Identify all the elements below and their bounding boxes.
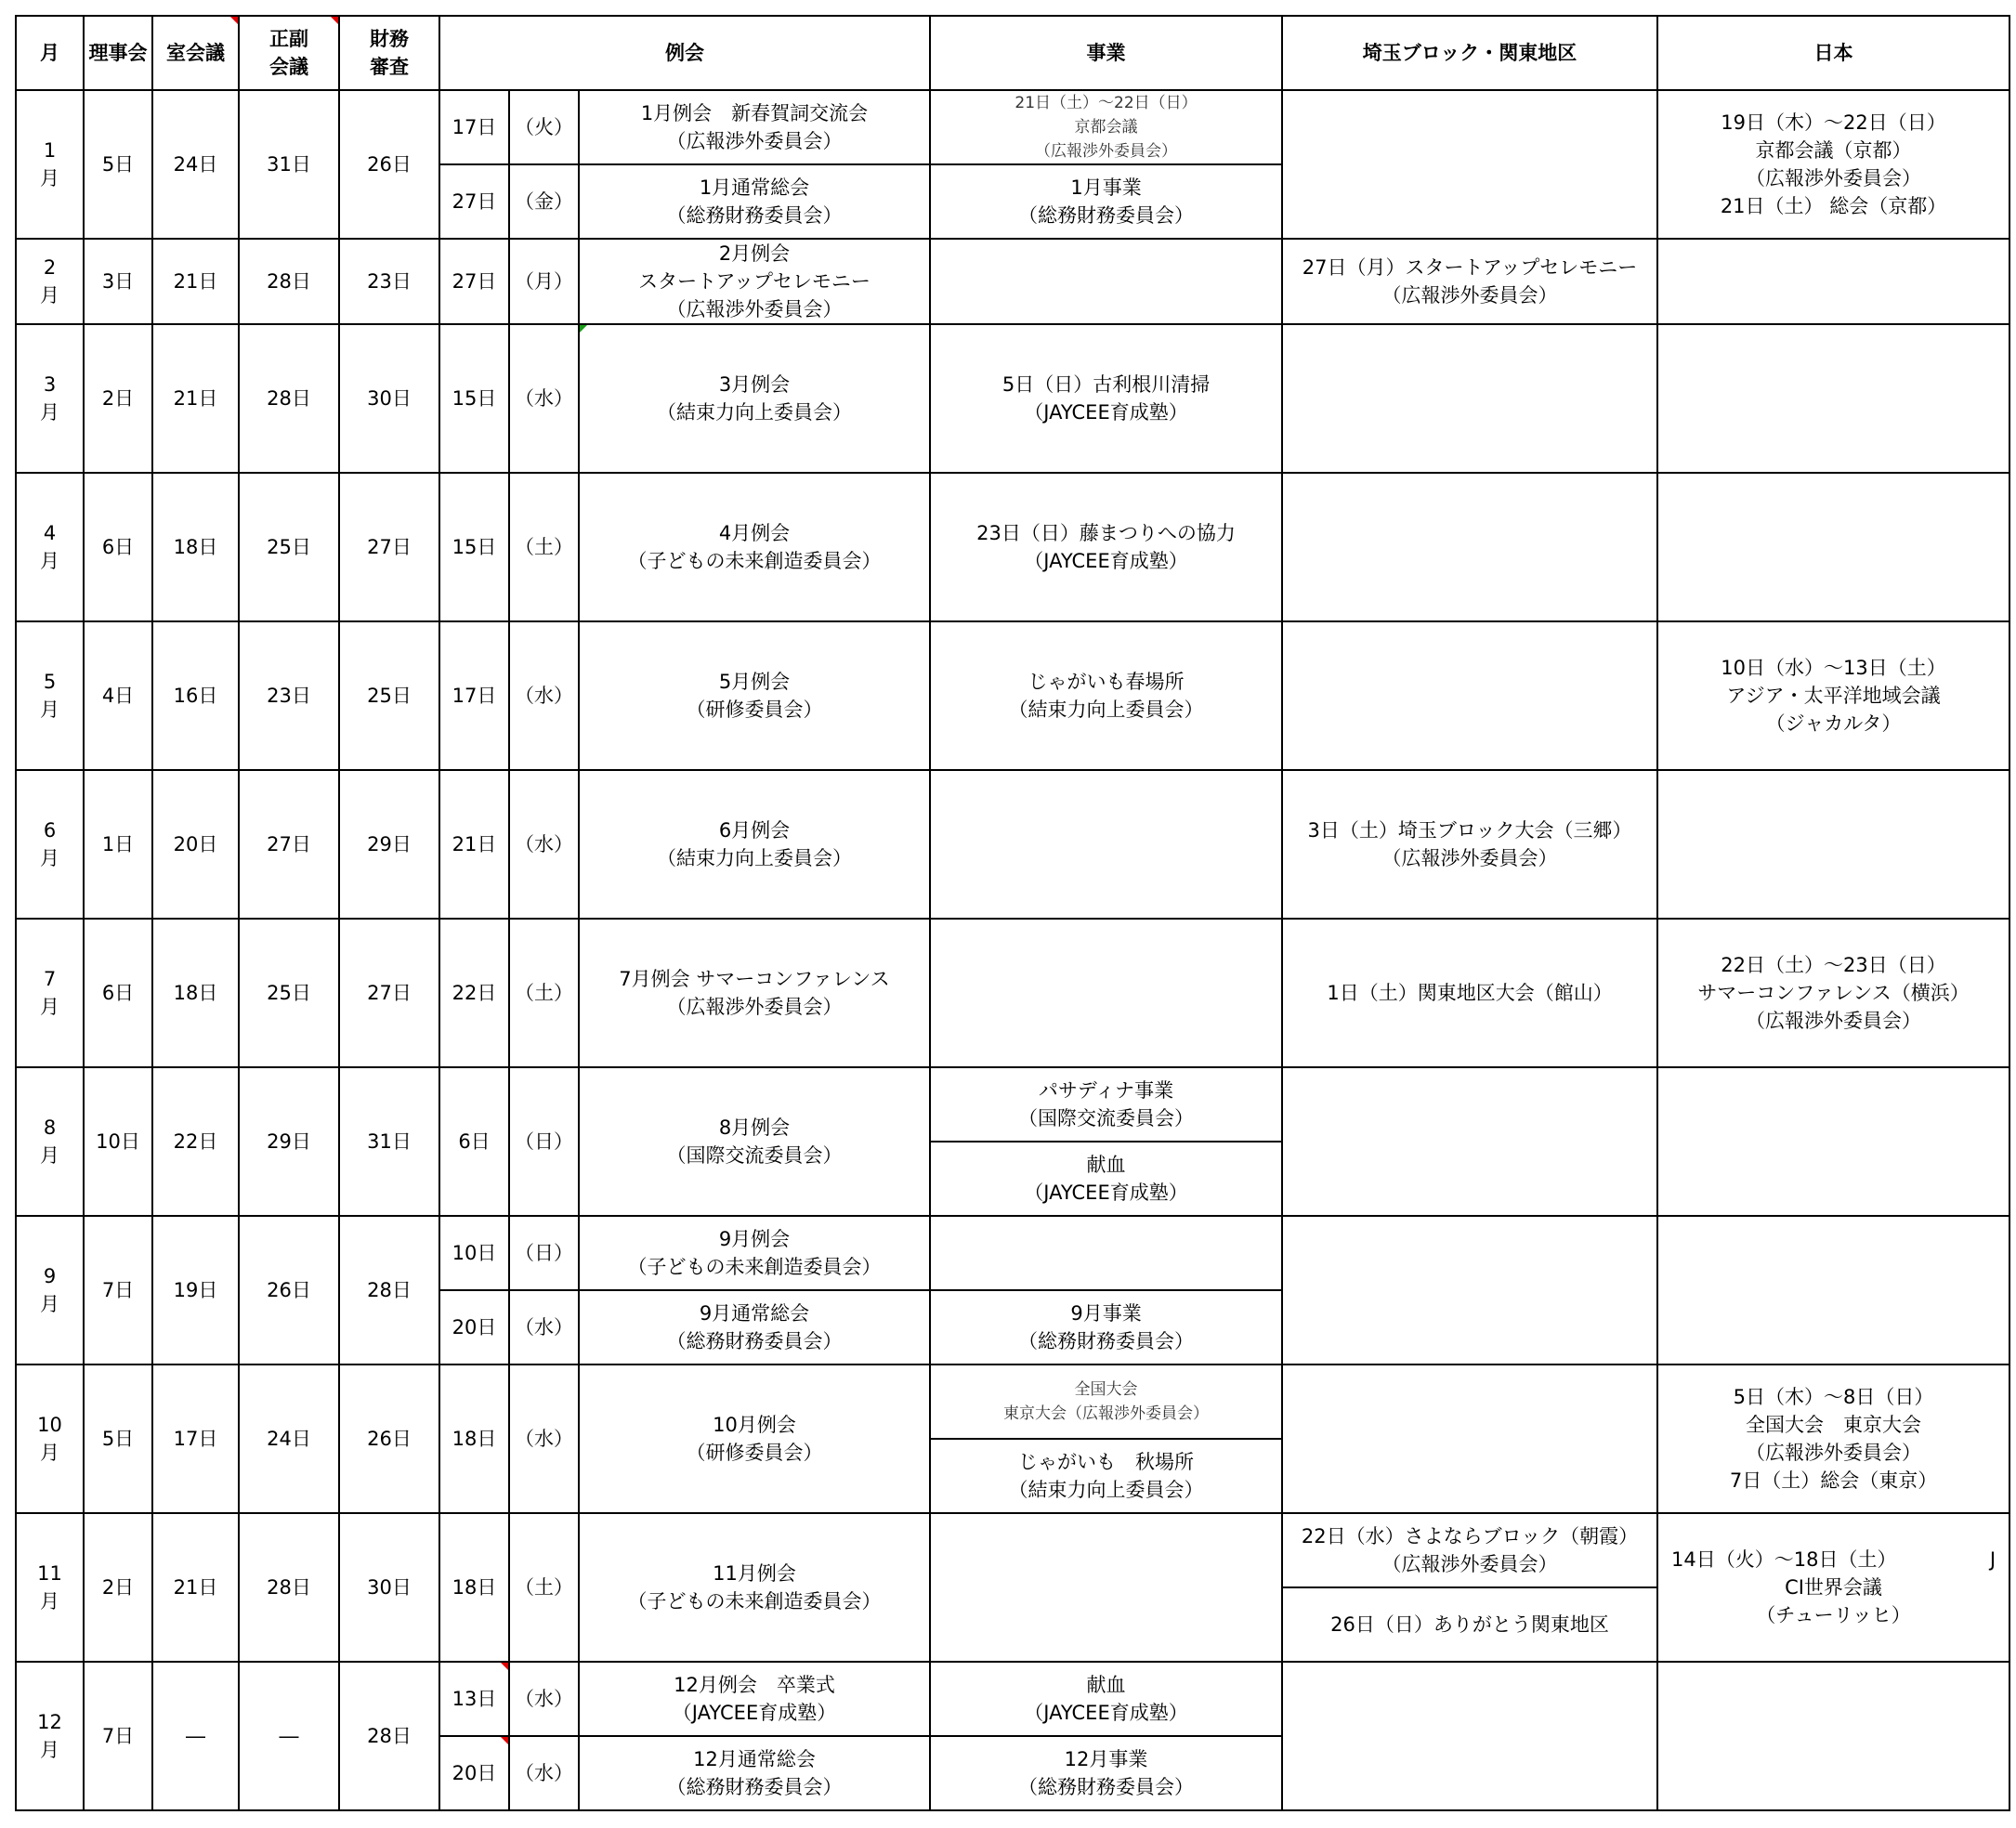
japan-date-range: 14日（火）～18日（土） bbox=[1671, 1548, 1897, 1571]
vice-cell: 25日 bbox=[239, 919, 339, 1067]
meeting-date: 22日 bbox=[439, 919, 509, 1067]
japan-first-line bbox=[1662, 1546, 2005, 1573]
meeting-cell: 8月例会 （国際交流委員会） bbox=[579, 1067, 930, 1216]
meeting-cell: 3月例会 （結束力向上委員会） bbox=[579, 324, 930, 473]
japan-cell: 22日（土）～23日（日） サマーコンファレンス（横浜） （広報渉外委員会） bbox=[1657, 919, 2009, 1067]
japan-cell bbox=[1657, 1513, 2009, 1662]
project-cell: 5日（日）古利根川清掃 （JAYCEE育成塾） bbox=[930, 324, 1282, 473]
block-cell bbox=[1282, 90, 1657, 239]
meeting-weekday: （水） bbox=[509, 621, 579, 770]
project-cell: じゃがいも 秋場所 （結束力向上委員会） bbox=[930, 1439, 1282, 1513]
japan-event: CI世界会議 （チューリッヒ） bbox=[1756, 1576, 1911, 1626]
meeting-weekday: （土） bbox=[509, 919, 579, 1067]
room-cell: 22日 bbox=[152, 1067, 239, 1216]
board-cell: 1日 bbox=[84, 770, 152, 919]
japan-cell: 19日（木）～22日（日） 京都会議（京都） （広報渉外委員会） 21日（土） 総会（京都） bbox=[1657, 90, 2009, 239]
table-row bbox=[16, 1662, 2009, 1736]
japan-cell bbox=[1657, 324, 2009, 473]
meeting-cell: 4月例会 （子どもの未来創造委員会） bbox=[579, 473, 930, 621]
col-room: 室会議 bbox=[152, 16, 239, 90]
board-cell: 7日 bbox=[84, 1216, 152, 1364]
block-cell: 27日（月）スタートアップセレモニー （広報渉外委員会） bbox=[1282, 239, 1657, 324]
vice-cell: 27日 bbox=[239, 770, 339, 919]
col-vice: 正副 会議 bbox=[239, 16, 339, 90]
project-cell: 1月事業 （総務財務委員会） bbox=[930, 164, 1282, 239]
col-block: 埼玉ブロック・関東地区 bbox=[1282, 16, 1657, 90]
month-cell: 5 月 bbox=[16, 621, 84, 770]
japan-trailing-letter: J bbox=[1989, 1548, 1996, 1571]
month-cell: 9 月 bbox=[16, 1216, 84, 1364]
meeting-cell: 6月例会 （結束力向上委員会） bbox=[579, 770, 930, 919]
vice-cell: 31日 bbox=[239, 90, 339, 239]
japan-cell bbox=[1657, 1216, 2009, 1364]
room-cell: 21日 bbox=[152, 239, 239, 324]
meeting-date: 18日 bbox=[439, 1364, 509, 1513]
meeting-weekday: （土） bbox=[509, 1513, 579, 1662]
meeting-cell: 2月例会 スタートアップセレモニー （広報渉外委員会） bbox=[579, 239, 930, 324]
meeting-weekday: （水） bbox=[509, 1364, 579, 1513]
vice-cell: 25日 bbox=[239, 473, 339, 621]
vice-cell: 28日 bbox=[239, 1513, 339, 1662]
month-cell: 7 月 bbox=[16, 919, 84, 1067]
project-cell: じゃがいも春場所 （結束力向上委員会） bbox=[930, 621, 1282, 770]
vice-cell: ― bbox=[239, 1662, 339, 1810]
finance-cell: 28日 bbox=[339, 1662, 439, 1810]
project-cell bbox=[930, 770, 1282, 919]
japan-cell bbox=[1657, 239, 2009, 324]
block-cell bbox=[1282, 1216, 1657, 1364]
meeting-weekday: （金） bbox=[509, 164, 579, 239]
col-japan: 日本 bbox=[1657, 16, 2009, 90]
meeting-weekday: （水） bbox=[509, 1290, 579, 1364]
project-cell bbox=[930, 1216, 1282, 1290]
room-cell: 21日 bbox=[152, 1513, 239, 1662]
room-cell: 20日 bbox=[152, 770, 239, 919]
col-finance: 財務 審査 bbox=[339, 16, 439, 90]
month-cell: 10 月 bbox=[16, 1364, 84, 1513]
month-cell: 1 月 bbox=[16, 90, 84, 239]
block-cell: 22日（水）さよならブロック（朝霞） （広報渉外委員会） bbox=[1282, 1513, 1657, 1587]
room-cell: 18日 bbox=[152, 919, 239, 1067]
board-cell: 10日 bbox=[84, 1067, 152, 1216]
block-cell: 1日（土）関東地区大会（館山） bbox=[1282, 919, 1657, 1067]
finance-cell: 26日 bbox=[339, 1364, 439, 1513]
board-cell: 3日 bbox=[84, 239, 152, 324]
month-cell: 11 月 bbox=[16, 1513, 84, 1662]
meeting-weekday: （水） bbox=[509, 1662, 579, 1736]
col-month: 月 bbox=[16, 16, 84, 90]
board-cell: 2日 bbox=[84, 1513, 152, 1662]
table-row bbox=[16, 621, 2009, 770]
meeting-cell: 9月通常総会 （総務財務委員会） bbox=[579, 1290, 930, 1364]
board-cell: 7日 bbox=[84, 1662, 152, 1810]
block-cell bbox=[1282, 473, 1657, 621]
table-row bbox=[16, 1364, 2009, 1439]
meeting-date: 18日 bbox=[439, 1513, 509, 1662]
meeting-cell: 7月例会 サマーコンファレンス （広報渉外委員会） bbox=[579, 919, 930, 1067]
meeting-cell: 9月例会 （子どもの未来創造委員会） bbox=[579, 1216, 930, 1290]
vice-cell: 24日 bbox=[239, 1364, 339, 1513]
table-row bbox=[16, 473, 2009, 621]
japan-cell bbox=[1657, 473, 2009, 621]
japan-cell bbox=[1657, 1067, 2009, 1216]
project-cell bbox=[930, 239, 1282, 324]
vice-cell: 26日 bbox=[239, 1216, 339, 1364]
block-cell bbox=[1282, 324, 1657, 473]
project-cell: 12月事業 （総務財務委員会） bbox=[930, 1736, 1282, 1810]
finance-cell: 30日 bbox=[339, 1513, 439, 1662]
header-row bbox=[16, 16, 2009, 90]
block-cell bbox=[1282, 621, 1657, 770]
japan-cell: 10日（水）～13日（土） アジア・太平洋地域会議 （ジャカルタ） bbox=[1657, 621, 2009, 770]
meeting-cell: 1月例会 新春賀詞交流会 （広報渉外委員会） bbox=[579, 90, 930, 164]
vice-cell: 23日 bbox=[239, 621, 339, 770]
meeting-weekday: （日） bbox=[509, 1067, 579, 1216]
meeting-weekday: （水） bbox=[509, 324, 579, 473]
block-cell bbox=[1282, 1067, 1657, 1216]
finance-cell: 27日 bbox=[339, 473, 439, 621]
japan-cell bbox=[1657, 770, 2009, 919]
meeting-cell: 5月例会 （研修委員会） bbox=[579, 621, 930, 770]
table-row bbox=[16, 919, 2009, 1067]
board-cell: 4日 bbox=[84, 621, 152, 770]
board-cell: 2日 bbox=[84, 324, 152, 473]
month-cell: 8 月 bbox=[16, 1067, 84, 1216]
meeting-weekday: （水） bbox=[509, 1736, 579, 1810]
finance-cell: 29日 bbox=[339, 770, 439, 919]
meeting-date: 17日 bbox=[439, 621, 509, 770]
finance-cell: 28日 bbox=[339, 1216, 439, 1364]
block-cell bbox=[1282, 1662, 1657, 1810]
room-cell: 19日 bbox=[152, 1216, 239, 1364]
room-cell: 18日 bbox=[152, 473, 239, 621]
meeting-cell: 10月例会 （研修委員会） bbox=[579, 1364, 930, 1513]
japan-cell: 5日（木）～8日（日） 全国大会 東京大会 （広報渉外委員会） 7日（土）総会（東京） bbox=[1657, 1364, 2009, 1513]
meeting-date: 13日 bbox=[439, 1662, 509, 1736]
board-cell: 6日 bbox=[84, 473, 152, 621]
meeting-weekday: （日） bbox=[509, 1216, 579, 1290]
vice-cell: 28日 bbox=[239, 239, 339, 324]
room-cell: 17日 bbox=[152, 1364, 239, 1513]
room-cell: 24日 bbox=[152, 90, 239, 239]
board-cell: 6日 bbox=[84, 919, 152, 1067]
meeting-date: 20日 bbox=[439, 1736, 509, 1810]
table-row bbox=[16, 1216, 2009, 1290]
annual-schedule-table bbox=[15, 15, 2010, 1811]
meeting-date: 20日 bbox=[439, 1290, 509, 1364]
meeting-date: 27日 bbox=[439, 239, 509, 324]
finance-cell: 30日 bbox=[339, 324, 439, 473]
room-cell: 16日 bbox=[152, 621, 239, 770]
meeting-cell: 11月例会 （子どもの未来創造委員会） bbox=[579, 1513, 930, 1662]
month-cell: 3 月 bbox=[16, 324, 84, 473]
meeting-date: 10日 bbox=[439, 1216, 509, 1290]
board-cell: 5日 bbox=[84, 1364, 152, 1513]
table-row bbox=[16, 1067, 2009, 1142]
finance-cell: 23日 bbox=[339, 239, 439, 324]
table-row bbox=[16, 770, 2009, 919]
month-cell: 6 月 bbox=[16, 770, 84, 919]
meeting-cell: 12月例会 卒業式 （JAYCEE育成塾） bbox=[579, 1662, 930, 1736]
month-cell: 4 月 bbox=[16, 473, 84, 621]
board-cell: 5日 bbox=[84, 90, 152, 239]
project-cell: 献血 （JAYCEE育成塾） bbox=[930, 1142, 1282, 1216]
project-cell bbox=[930, 919, 1282, 1067]
meeting-weekday: （火） bbox=[509, 90, 579, 164]
table-row bbox=[16, 90, 2009, 164]
meeting-cell: 1月通常総会 （総務財務委員会） bbox=[579, 164, 930, 239]
project-cell: 9月事業 （総務財務委員会） bbox=[930, 1290, 1282, 1364]
vice-cell: 28日 bbox=[239, 324, 339, 473]
col-meeting: 例会 bbox=[439, 16, 930, 90]
finance-cell: 31日 bbox=[339, 1067, 439, 1216]
meeting-date: 15日 bbox=[439, 473, 509, 621]
room-cell: 21日 bbox=[152, 324, 239, 473]
finance-cell: 25日 bbox=[339, 621, 439, 770]
table-row bbox=[16, 324, 2009, 473]
meeting-date: 27日 bbox=[439, 164, 509, 239]
meeting-date: 6日 bbox=[439, 1067, 509, 1216]
meeting-date: 17日 bbox=[439, 90, 509, 164]
meeting-weekday: （水） bbox=[509, 770, 579, 919]
block-cell: 3日（土）埼玉ブロック大会（三郷） （広報渉外委員会） bbox=[1282, 770, 1657, 919]
project-cell: パサディナ事業 （国際交流委員会） bbox=[930, 1067, 1282, 1142]
col-project: 事業 bbox=[930, 16, 1282, 90]
project-cell: 23日（日）藤まつりへの協力 （JAYCEE育成塾） bbox=[930, 473, 1282, 621]
meeting-date: 15日 bbox=[439, 324, 509, 473]
finance-cell: 27日 bbox=[339, 919, 439, 1067]
month-cell: 2 月 bbox=[16, 239, 84, 324]
table-row bbox=[16, 239, 2009, 324]
project-cell bbox=[930, 1513, 1282, 1662]
block-cell bbox=[1282, 1364, 1657, 1513]
project-cell: 21日（土）～22日（日） 京都会議 （広報渉外委員会） bbox=[930, 90, 1282, 164]
meeting-weekday: （土） bbox=[509, 473, 579, 621]
project-cell: 全国大会 東京大会（広報渉外委員会） bbox=[930, 1364, 1282, 1439]
block-cell: 26日（日）ありがとう関東地区 bbox=[1282, 1587, 1657, 1662]
meeting-cell: 12月通常総会 （総務財務委員会） bbox=[579, 1736, 930, 1810]
meeting-date: 21日 bbox=[439, 770, 509, 919]
meeting-weekday: （月） bbox=[509, 239, 579, 324]
project-cell: 献血 （JAYCEE育成塾） bbox=[930, 1662, 1282, 1736]
month-cell: 12 月 bbox=[16, 1662, 84, 1810]
vice-cell: 29日 bbox=[239, 1067, 339, 1216]
table-row bbox=[16, 1513, 2009, 1587]
finance-cell: 26日 bbox=[339, 90, 439, 239]
col-board: 理事会 bbox=[84, 16, 152, 90]
japan-cell bbox=[1657, 1662, 2009, 1810]
room-cell: ― bbox=[152, 1662, 239, 1810]
